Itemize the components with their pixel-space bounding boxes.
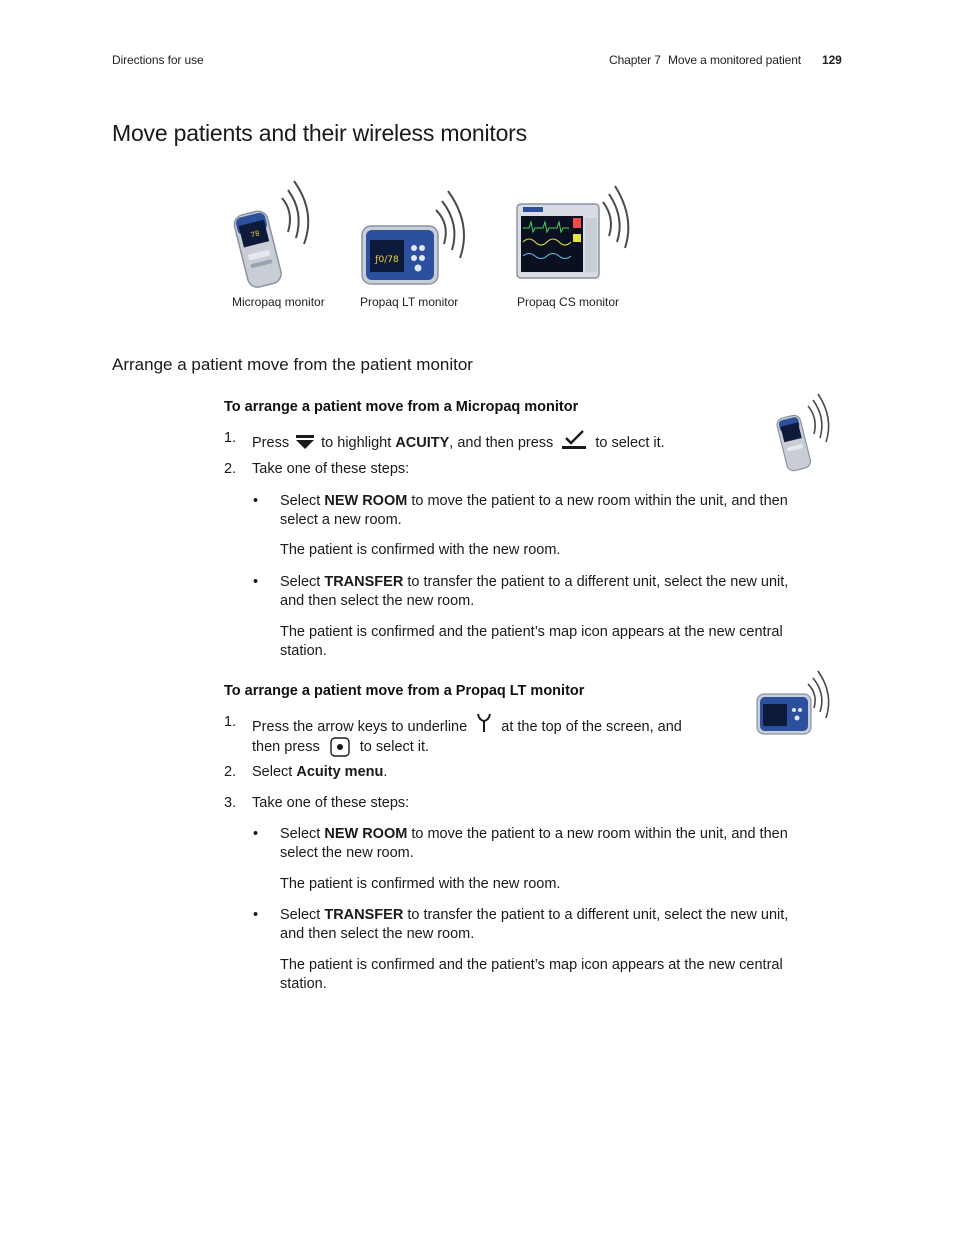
ui-label-new-room: NEW ROOM — [324, 493, 408, 509]
bullet-line1-rest: to transfer the patient to a different unit, select the new unit, — [407, 907, 789, 923]
result-line2: station. — [280, 976, 327, 992]
result-text: The patient is confirmed with the new room. — [280, 876, 561, 892]
step-select-word: Select — [252, 764, 293, 780]
step-line1a: Press the arrow keys to underline — [252, 719, 468, 735]
bullet: • — [253, 574, 259, 590]
caption-micropaq: Micropaq monitor — [232, 295, 325, 309]
step-text-then-press: , and then press — [449, 435, 554, 451]
section-heading: Arrange a patient move from the patient monitor — [112, 355, 473, 374]
antenna-icon — [475, 713, 493, 733]
ui-label-acuity: ACUITY — [395, 435, 450, 451]
procedure-heading-propaq-lt: To arrange a patient move from a Propaq LT monitor — [224, 683, 585, 699]
bullet-line2: and then select the new room. — [280, 593, 475, 609]
caption-propaq-cs: Propaq CS monitor — [517, 295, 620, 309]
running-header-chapter-title: Move a monitored patient — [668, 53, 802, 67]
propaq-lt-thumbnail — [754, 668, 840, 738]
ui-label-transfer: TRANSFER — [324, 907, 404, 923]
svg-text:78: 78 — [249, 229, 261, 240]
step-text-press: Press — [252, 435, 290, 451]
step-text-to-highlight: to highlight — [321, 435, 392, 451]
bullet: • — [253, 826, 259, 842]
svg-text:ƒ0/78: ƒ0/78 — [375, 255, 399, 265]
step-number: 1. — [224, 714, 237, 730]
down-arrow-key-icon — [295, 434, 315, 450]
step-line1b: at the top of the screen, and — [501, 719, 682, 735]
result-line1: The patient is confirmed and the patient’s map icon appears at the new central — [280, 957, 783, 973]
page-number: 129 — [822, 53, 842, 67]
bullet-line1-rest: to move the patient to a new room within the unit, and then — [411, 493, 788, 509]
step-line2a: then press — [252, 739, 320, 755]
page-title: Move patients and their wireless monitors — [112, 120, 527, 146]
ui-label-transfer: TRANSFER — [324, 574, 404, 590]
bullet-text — [280, 825, 842, 863]
propaq-lt-monitor-image — [358, 186, 484, 290]
step-text: Take one of these steps: — [252, 795, 410, 811]
bullet-text — [280, 573, 842, 611]
step-number: 1. — [224, 430, 237, 446]
result-line2: station. — [280, 643, 327, 659]
select-button-icon — [330, 737, 350, 757]
step-line2b: to select it. — [359, 739, 430, 755]
ui-label-acuity-menu: Acuity menu — [296, 764, 384, 780]
step-period: . — [383, 764, 388, 780]
bullet-select-word: Select — [280, 493, 321, 509]
bullet-line1-rest: to transfer the patient to a different unit, select the new unit, — [407, 574, 789, 590]
step-text: Take one of these steps: — [252, 461, 410, 477]
bullet-text — [280, 492, 842, 530]
step-text — [252, 763, 387, 782]
result-line1: The patient is confirmed and the patient’s map icon appears at the new central — [280, 624, 783, 640]
ui-label-new-room: NEW ROOM — [324, 826, 408, 842]
procedure-heading-micropaq: To arrange a patient move from a Micropaq monitor — [224, 399, 579, 415]
bullet-line2: select the new room. — [280, 845, 414, 861]
running-header-chapter: Chapter 7 — [609, 53, 661, 67]
bullet-line1-rest: to move the patient to a new room within the unit, and then — [411, 826, 788, 842]
result-text: The patient is confirmed with the new room. — [280, 542, 561, 558]
result-text — [280, 956, 842, 994]
bullet-select-word: Select — [280, 907, 321, 923]
bullet-line2: and then select the new room. — [280, 926, 475, 942]
running-header-left: Directions for use — [112, 53, 204, 67]
bullet-line2: select a new room. — [280, 512, 402, 528]
step-number: 2. — [224, 764, 237, 780]
step-text — [252, 713, 732, 757]
micropaq-thumbnail — [772, 392, 838, 476]
bullet-select-word: Select — [280, 574, 321, 590]
select-checkmark-key-icon — [561, 429, 587, 451]
caption-propaq-lt: Propaq LT monitor — [360, 295, 459, 309]
step-number: 3. — [224, 795, 237, 811]
bullet-select-word: Select — [280, 826, 321, 842]
result-text — [280, 623, 842, 661]
step-number: 2. — [224, 461, 237, 477]
step-text-to-select: to select it. — [595, 435, 665, 451]
bullet-text — [280, 906, 842, 944]
bullet: • — [253, 907, 259, 923]
step-text — [252, 429, 665, 453]
propaq-cs-monitor-image — [513, 184, 639, 288]
bullet: • — [253, 493, 259, 509]
micropaq-monitor-image — [226, 176, 322, 290]
